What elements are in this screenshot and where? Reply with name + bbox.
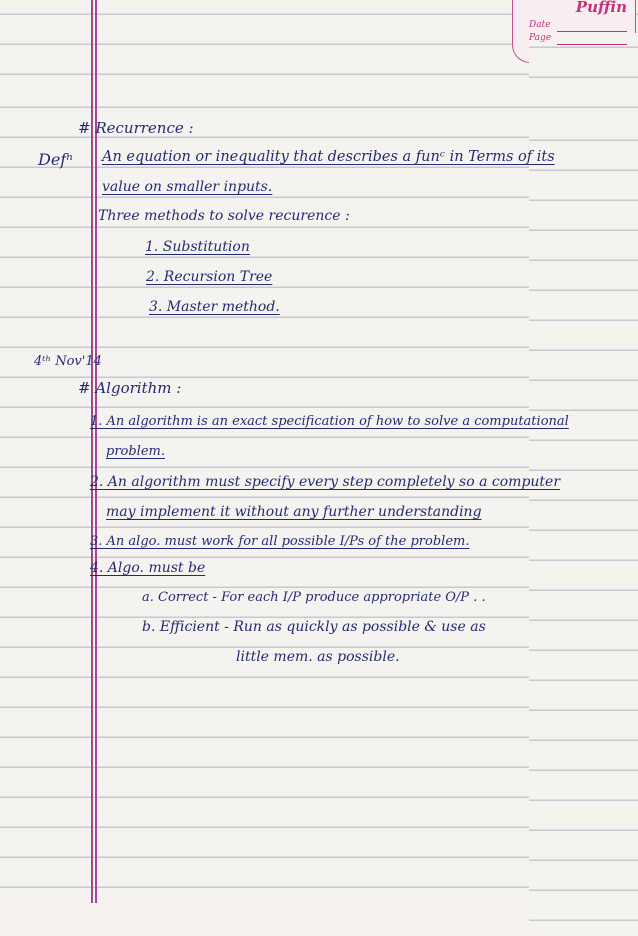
algorithm-sub-a: a. Correct - For each I/P produce appropriate O/P . . xyxy=(142,590,486,605)
date-label: Date xyxy=(529,20,551,30)
definition-label: Defⁿ xyxy=(38,150,73,169)
method-1: 1. Substitution xyxy=(145,239,250,255)
recurrence-heading: # Recurrence : xyxy=(78,119,194,137)
page-label: Page xyxy=(529,33,638,936)
date-underline xyxy=(557,31,627,32)
definition-line-2: value on smaller inputs. xyxy=(102,179,273,195)
algorithm-heading: # Algorithm : xyxy=(78,379,182,397)
algorithm-sub-b-line-1: b. Efficient - Run as quickly as possible & use as xyxy=(142,619,486,635)
page-underline xyxy=(557,44,627,45)
brand-logo: Puffin xyxy=(575,0,627,16)
brand-header-box xyxy=(512,0,636,63)
algorithm-point-3: 3. An algo. must work for all possible I/Ps of the problem. xyxy=(90,534,470,549)
method-2: 2. Recursion Tree xyxy=(146,269,273,285)
date-note: 4ᵗʰ Nov'14 xyxy=(34,354,102,369)
methods-intro: Three methods to solve recurence : xyxy=(98,208,350,224)
algorithm-sub-b-line-2: little mem. as possible. xyxy=(236,649,400,665)
algorithm-point-2-cont: may implement it without any further understanding xyxy=(106,504,482,520)
algorithm-point-2: 2. An algorithm must specify every step completely so a computer xyxy=(90,474,561,490)
algorithm-point-1: 1. An algorithm is an exact specification of how to solve a computational xyxy=(90,414,569,429)
method-3: 3. Master method. xyxy=(149,299,280,315)
algorithm-point-4: 4. Algo. must be xyxy=(90,560,206,576)
algorithm-point-1-cont: problem. xyxy=(106,444,165,459)
definition-line-1: An equation or inequality that describes a funᶜ in Terms of its xyxy=(102,149,555,165)
